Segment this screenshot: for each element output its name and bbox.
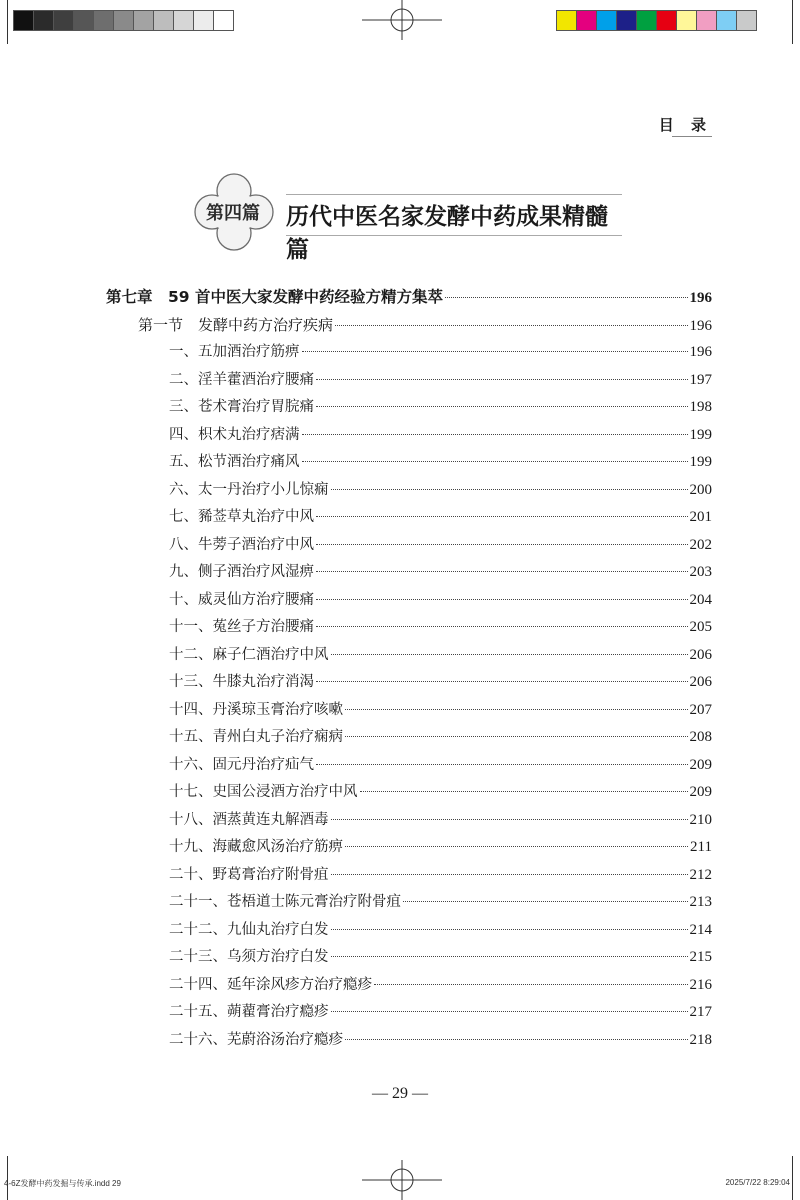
toc-item-page: 203 bbox=[689, 564, 712, 580]
toc-leader-dots bbox=[360, 791, 688, 792]
toc-item-page: 209 bbox=[689, 784, 712, 800]
toc-item-title: 五、松节酒治疗痛风 bbox=[169, 454, 300, 470]
toc-item-page: 207 bbox=[689, 701, 712, 718]
toc-item-page: 211 bbox=[690, 839, 712, 855]
color-swatch bbox=[616, 10, 637, 31]
toc-leader-dots bbox=[316, 516, 688, 517]
toc-item-page: 213 bbox=[689, 894, 712, 910]
toc-item-title: 二、淫羊藿酒治疗腰痛 bbox=[169, 371, 314, 388]
toc-item-page: 206 bbox=[689, 674, 712, 690]
toc-item-title: 十、威灵仙方治疗腰痛 bbox=[169, 591, 314, 608]
toc-item-title: 十九、海藏愈风汤治疗筋痹 bbox=[169, 839, 343, 855]
toc-chapter-title: 第七章 59 首中医大家发酵中药经验方精方集萃 bbox=[106, 288, 443, 306]
toc-item-title: 二十四、延年涂风疹方治疗瘾疹 bbox=[169, 976, 372, 993]
toc-item-title: 十八、酒蒸黄连丸解酒毒 bbox=[169, 811, 329, 828]
toc-item-title: 八、牛蒡子酒治疗中风 bbox=[169, 536, 314, 553]
grayscale-swatch bbox=[33, 10, 54, 31]
toc-item-title: 三、苍术膏治疗胃脘痛 bbox=[169, 399, 314, 415]
registration-mark-bottom bbox=[362, 1160, 442, 1200]
toc-item-page: 196 bbox=[689, 344, 712, 360]
toc-item-entry[interactable] bbox=[106, 862, 712, 890]
color-swatch bbox=[556, 10, 577, 31]
toc-leader-dots bbox=[302, 434, 688, 435]
grayscale-swatch bbox=[133, 10, 154, 31]
crop-mark-right-top bbox=[792, 0, 793, 44]
color-calibration-bar bbox=[557, 10, 757, 31]
grayscale-swatch bbox=[113, 10, 134, 31]
grayscale-swatch bbox=[193, 10, 214, 31]
toc-section-entry[interactable] bbox=[106, 312, 712, 340]
toc-item-entry[interactable] bbox=[106, 697, 712, 725]
toc-leader-dots bbox=[316, 379, 688, 380]
toc-section-title: 第一节 发酵中药方治疗疾病 bbox=[138, 315, 334, 334]
toc-item-title: 十四、丹溪琼玉膏治疗咳嗽 bbox=[169, 701, 343, 718]
footer-file-info: 4-6Z发酵中药发掘与传承.indd 29 bbox=[4, 1179, 121, 1188]
toc-item-entry[interactable] bbox=[106, 422, 712, 450]
toc-item-page: 206 bbox=[689, 646, 712, 663]
toc-item-title: 二十二、九仙丸治疗白发 bbox=[169, 921, 329, 938]
color-swatch bbox=[576, 10, 597, 31]
toc-item-title: 七、豨莶草丸治疗中风 bbox=[169, 509, 314, 525]
crop-mark-right-bottom bbox=[792, 1156, 793, 1200]
toc-leader-dots bbox=[316, 764, 688, 765]
toc-leader-dots bbox=[445, 297, 688, 298]
toc-item-title: 二十五、蒴藋膏治疗瘾疹 bbox=[169, 1004, 329, 1020]
toc-item-entry[interactable] bbox=[106, 1027, 712, 1055]
toc-item-title: 九、侧子酒治疗风湿痹 bbox=[169, 564, 314, 580]
toc-leader-dots bbox=[335, 325, 687, 326]
toc-chapter-entry[interactable] bbox=[106, 284, 712, 312]
grayscale-swatch bbox=[213, 10, 234, 31]
toc-leader-dots bbox=[316, 544, 688, 545]
toc-item-entry[interactable] bbox=[106, 917, 712, 945]
part-badge-label: 第四篇 bbox=[206, 203, 260, 224]
toc-item-page: 209 bbox=[689, 756, 712, 773]
toc-item-title: 十六、固元丹治疗疝气 bbox=[169, 756, 314, 773]
color-swatch bbox=[676, 10, 697, 31]
color-swatch bbox=[656, 10, 677, 31]
toc-item-page: 198 bbox=[689, 399, 712, 415]
toc-leader-dots bbox=[403, 901, 688, 902]
toc-item-entry[interactable] bbox=[106, 807, 712, 835]
toc-item-entry[interactable] bbox=[106, 752, 712, 780]
toc-leader-dots bbox=[331, 956, 688, 957]
toc-item-page: 215 bbox=[689, 949, 712, 965]
toc-item-title: 六、太一丹治疗小儿惊痫 bbox=[169, 481, 329, 498]
toc-leader-dots bbox=[331, 1011, 688, 1012]
toc-item-title: 十一、菟丝子方治腰痛 bbox=[169, 619, 314, 635]
toc-item-page: 200 bbox=[689, 481, 712, 498]
toc-item-title: 一、五加酒治疗筋痹 bbox=[169, 344, 300, 360]
toc-item-title: 四、枳术丸治疗痞满 bbox=[169, 426, 300, 443]
grayscale-swatch bbox=[13, 10, 34, 31]
toc-item-entry[interactable] bbox=[106, 669, 712, 697]
toc-item-title: 二十三、乌须方治疗白发 bbox=[169, 949, 329, 965]
toc-leader-dots bbox=[345, 1039, 688, 1040]
registration-mark-top bbox=[362, 0, 442, 40]
toc-item-list bbox=[106, 339, 712, 1054]
toc-leader-dots bbox=[345, 709, 688, 710]
grayscale-calibration-bar bbox=[14, 10, 234, 31]
color-swatch bbox=[636, 10, 657, 31]
toc-leader-dots bbox=[331, 929, 688, 930]
toc-leader-dots bbox=[331, 874, 688, 875]
toc-leader-dots bbox=[316, 571, 688, 572]
toc-leader-dots bbox=[345, 846, 688, 847]
toc-leader-dots bbox=[331, 489, 688, 490]
part-title-text: 历代中医名家发酵中药成果精髓篇 bbox=[286, 203, 608, 263]
toc-item-entry[interactable] bbox=[106, 834, 712, 862]
toc-leader-dots bbox=[302, 461, 688, 462]
grayscale-swatch bbox=[93, 10, 114, 31]
table-of-contents bbox=[106, 284, 712, 1054]
toc-item-page: 205 bbox=[689, 619, 712, 635]
toc-item-page: 204 bbox=[689, 591, 712, 608]
toc-item-page: 199 bbox=[689, 426, 712, 443]
crop-mark-left-top bbox=[7, 0, 8, 44]
toc-item-entry[interactable] bbox=[106, 394, 712, 422]
footer-datetime: 2025/7/22 8:29:04 bbox=[725, 1178, 790, 1187]
grayscale-swatch bbox=[53, 10, 74, 31]
toc-item-entry[interactable] bbox=[106, 339, 712, 367]
toc-leader-dots bbox=[331, 819, 688, 820]
toc-item-title: 二十一、苍梧道士陈元膏治疗附骨疽 bbox=[169, 894, 401, 910]
toc-item-title: 十五、青州白丸子治疗痫病 bbox=[169, 729, 343, 745]
toc-item-entry[interactable] bbox=[106, 614, 712, 642]
toc-item-page: 197 bbox=[689, 371, 712, 388]
color-swatch bbox=[596, 10, 617, 31]
toc-item-entry[interactable] bbox=[106, 477, 712, 505]
grayscale-swatch bbox=[153, 10, 174, 31]
toc-item-entry[interactable] bbox=[106, 587, 712, 615]
toc-item-entry[interactable] bbox=[106, 367, 712, 395]
toc-item-page: 214 bbox=[689, 921, 712, 938]
color-swatch bbox=[696, 10, 717, 31]
toc-leader-dots bbox=[345, 736, 688, 737]
toc-item-title: 十三、牛膝丸治疗消渴 bbox=[169, 674, 314, 690]
part-title-rule-bottom bbox=[286, 235, 622, 236]
header-rule bbox=[672, 136, 712, 137]
toc-section-page: 196 bbox=[689, 317, 712, 334]
toc-item-entry[interactable] bbox=[106, 449, 712, 477]
toc-leader-dots bbox=[316, 406, 688, 407]
toc-item-entry[interactable] bbox=[106, 559, 712, 587]
toc-leader-dots bbox=[302, 351, 688, 352]
grayscale-swatch bbox=[73, 10, 94, 31]
toc-item-page: 208 bbox=[689, 729, 712, 745]
toc-item-entry[interactable] bbox=[106, 999, 712, 1027]
toc-leader-dots bbox=[316, 599, 688, 600]
toc-item-page: 202 bbox=[689, 536, 712, 553]
toc-item-page: 212 bbox=[689, 866, 712, 883]
toc-item-page: 199 bbox=[689, 454, 712, 470]
color-swatch bbox=[736, 10, 757, 31]
toc-leader-dots bbox=[316, 626, 688, 627]
toc-item-page: 216 bbox=[689, 976, 712, 993]
toc-item-title: 二十、野葛膏治疗附骨疽 bbox=[169, 866, 329, 883]
toc-item-entry[interactable] bbox=[106, 889, 712, 917]
color-swatch bbox=[716, 10, 737, 31]
toc-chapter-page: 196 bbox=[689, 290, 712, 306]
toc-leader-dots bbox=[331, 654, 688, 655]
toc-item-page: 210 bbox=[689, 811, 712, 828]
toc-item-entry[interactable] bbox=[106, 972, 712, 1000]
page-number: — 29 — bbox=[372, 1085, 428, 1102]
toc-item-entry[interactable] bbox=[106, 779, 712, 807]
toc-item-page: 201 bbox=[689, 509, 712, 525]
toc-item-title: 十二、麻子仁酒治疗中风 bbox=[169, 646, 329, 663]
toc-leader-dots bbox=[316, 681, 688, 682]
part-title-block bbox=[190, 172, 622, 263]
grayscale-swatch bbox=[173, 10, 194, 31]
toc-item-entry[interactable] bbox=[106, 504, 712, 532]
toc-item-entry[interactable] bbox=[106, 642, 712, 670]
toc-item-entry[interactable] bbox=[106, 724, 712, 752]
toc-item-page: 217 bbox=[689, 1004, 712, 1020]
part-title-rule-top bbox=[286, 194, 622, 195]
toc-item-title: 二十六、芜蔚浴汤治疗瘾疹 bbox=[169, 1031, 343, 1048]
toc-item-entry[interactable] bbox=[106, 944, 712, 972]
toc-item-page: 218 bbox=[689, 1031, 712, 1048]
toc-item-entry[interactable] bbox=[106, 532, 712, 560]
running-header: 目 录 bbox=[658, 116, 712, 134]
toc-leader-dots bbox=[374, 984, 688, 985]
toc-item-title: 十七、史国公浸酒方治疗中风 bbox=[169, 784, 358, 800]
